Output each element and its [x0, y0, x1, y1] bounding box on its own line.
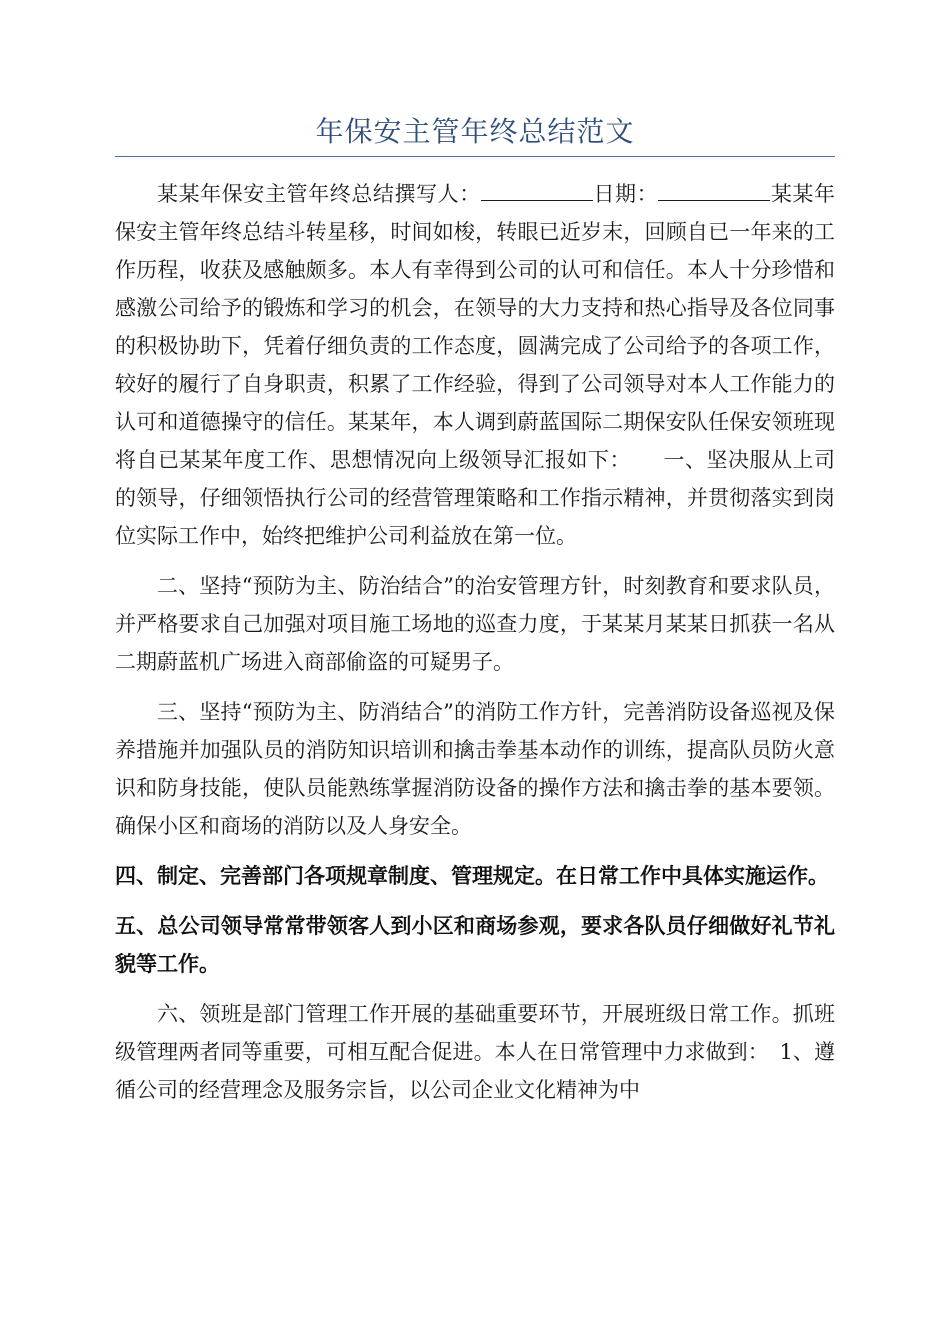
paragraph-5: 五、总公司领导常常带领客人到小区和商场参观，要求各队员仔细做好礼节礼貌等工作。 [115, 913, 835, 976]
paragraph-intro [115, 175, 835, 555]
document-title: 年保安主管年终总结范文 [315, 115, 635, 148]
author-blank [481, 178, 593, 201]
author-label: 某某年保安主管年终总结撰写人： [157, 182, 481, 206]
paragraph-3: 三、坚持“预防为主、防消结合”的消防工作方针，完善消防设备巡视及保养措施并加强队员的消防知识培训和擒击拳基本动作的训练，提高队员防火意识和防身技能，使队员能熟练掌握消防设备的操作方法和擒击拳的基本要领。确保小区和商场的消防以及人身安全。 [115, 700, 835, 838]
date-blank [658, 178, 770, 201]
date-label: 日期： [592, 182, 659, 206]
paragraph-6: 六、领班是部门管理工作开展的基础重要环节，开展班级日常工作。抓班级管理两者同等重要，可相互配合促进。本人在日常管理中力求做到： 1、遵循公司的经营理念及服务宗旨，以公司企业文化精神为中 [115, 1002, 835, 1102]
document-page [115, 0, 835, 1121]
title-underline [115, 156, 835, 157]
paragraph-2: 二、坚持“预防为主、防治结合”的治安管理方针，时刻教育和要求队员，并严格要求自己加强对项目施工场地的巡查力度，于某某月某某日抓获一名从二期蔚蓝机广场进入商部偷盗的可疑男子。 [115, 574, 835, 674]
intro-body: 某某年保安主管年终总结斗转星移，时间如梭，转眼已近岁末，回顾自已一年来的工作历程，收获及感触颇多。本人有幸得到公司的认可和信任。本人十分珍惜和感激公司给予的锻炼和学习的机会，在领导的大力支持和热心指导及各位同事的积极协助下，凭着仔细负责的工作态度，圆满完成了公司给予的各项工作，较好的履行了自身职责，积累了工作经验，得到了公司领导对本人工作能力的认可和道德操守的信任。某某年，本人调到蔚蓝国际二期保安队任保安领班现将自已某某年度工作、思想情况向上级领导汇报如下： 一、坚决服从上司的领导，仔细领悟执行公司的经营管理策略和工作指示精神，并贯彻落实到岗位实际工作中，始终把维护公司利益放在第一位。 [115, 182, 836, 548]
paragraph-4: 四、制定、完善部门各项规章制度、管理规定。在日常工作中具体实施运作。 [115, 863, 829, 888]
